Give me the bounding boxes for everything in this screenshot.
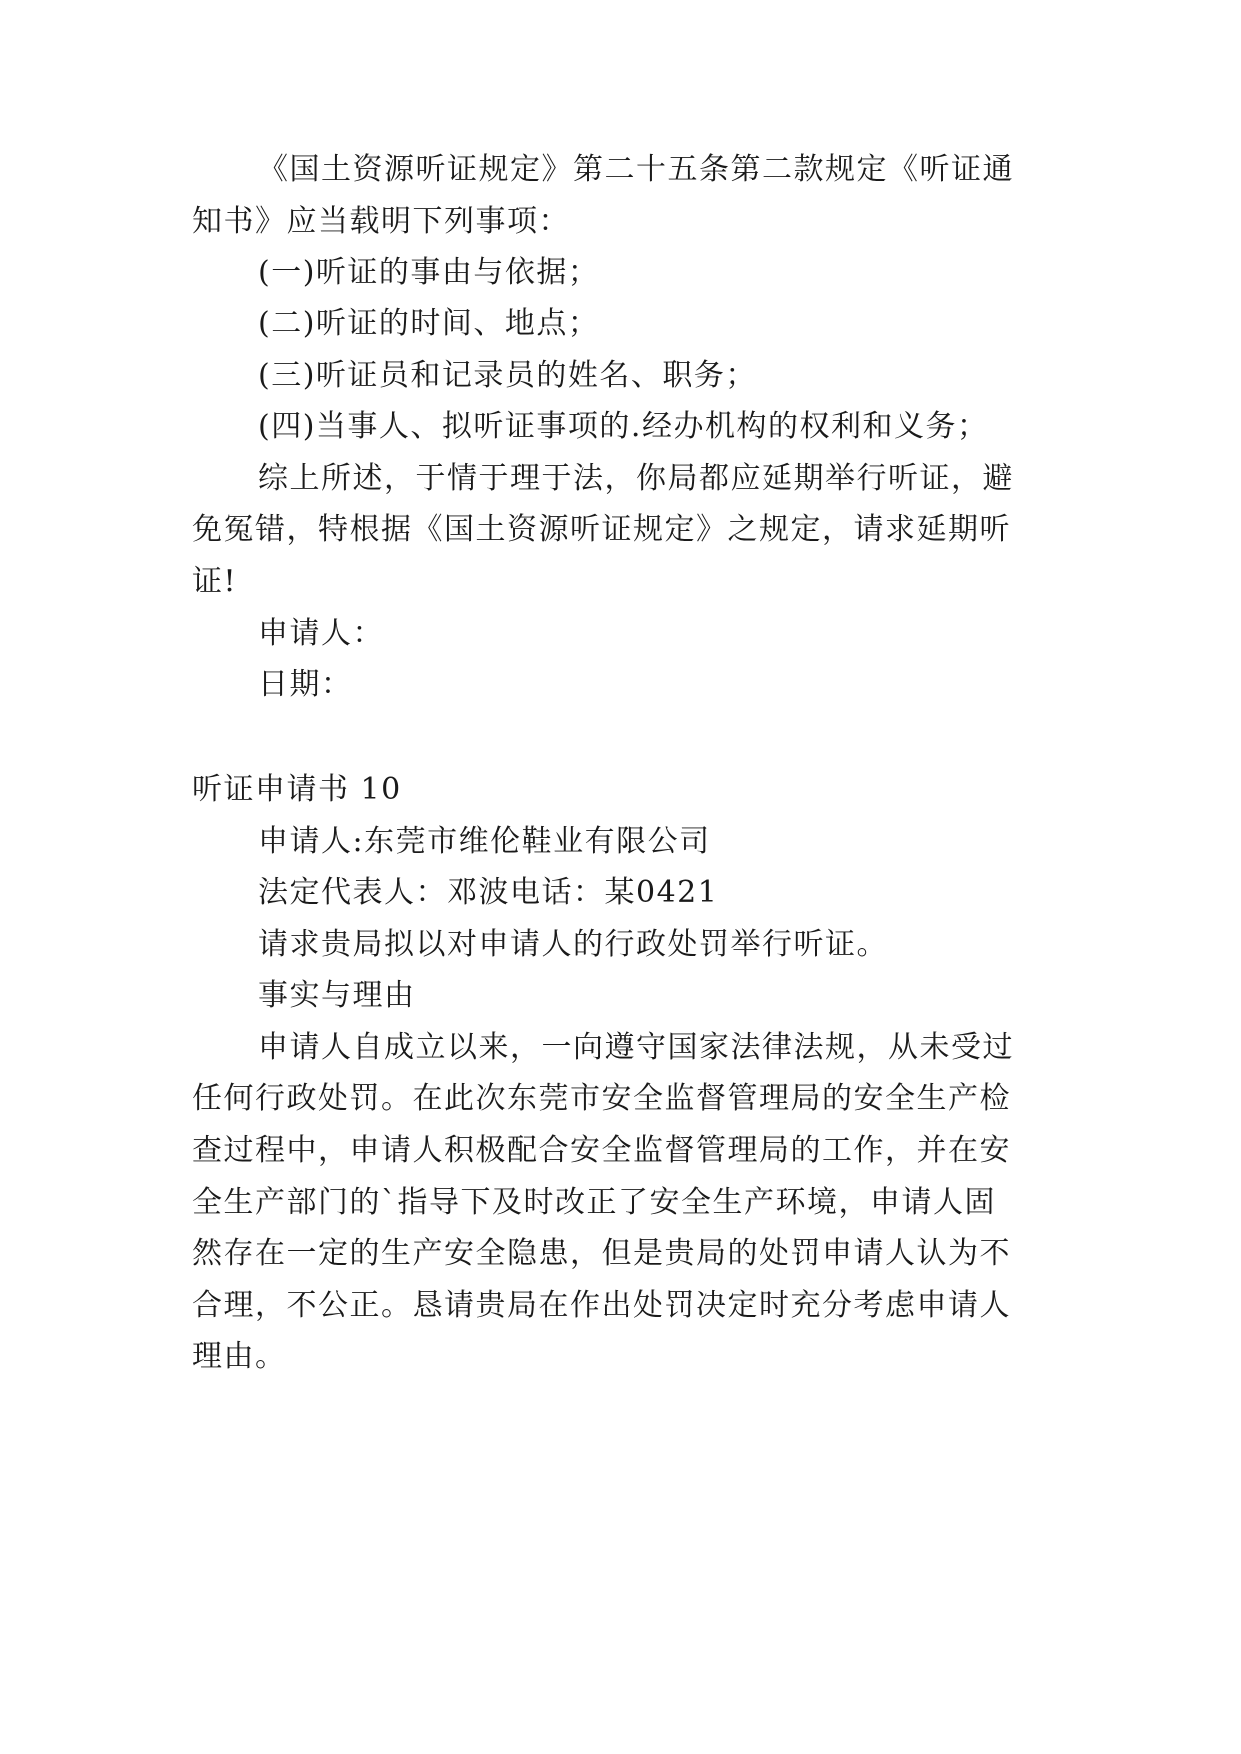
applicant-name: 申请人:东莞市维伦鞋业有限公司	[258, 824, 711, 859]
legal-representative: 法定代表人：邓波电话：某0421	[258, 875, 719, 910]
body-line2: 任何行政处罚。在此次东莞市安全监督管理局的安全生产检	[192, 1081, 1011, 1116]
body-line5: 然存在一定的生产安全隐患，但是贵局的处罚申请人认为不	[192, 1236, 1011, 1271]
conclusion-line2: 免冤错，特根据《国土资源听证规定》之规定，请求延期听	[192, 512, 1011, 547]
body-line3: 查过程中，申请人积极配合安全监督管理局的工作，并在安	[192, 1133, 1011, 1168]
section-title: 听证申请书 10	[192, 772, 402, 807]
list-item-4: (四)当事人、拟听证事项的.经办机构的权利和义务；	[258, 409, 989, 444]
body-line4: 全生产部门的`指导下及时改正了安全生产环境，申请人固	[192, 1185, 996, 1220]
body-line7: 理由。	[192, 1339, 287, 1374]
facts-heading: 事实与理由	[258, 978, 416, 1013]
para1-line2: 知书》应当载明下列事项：	[192, 204, 570, 239]
hearing-request: 请求贵局拟以对申请人的行政处罚举行听证。	[258, 927, 888, 962]
list-item-3: (三)听证员和记录员的姓名、职务；	[258, 358, 757, 393]
para1-line1: 《国土资源听证规定》第二十五条第二款规定《听证通	[258, 152, 1014, 187]
body-line1: 申请人自成立以来，一向遵守国家法律法规，从未受过	[258, 1030, 1014, 1065]
list-item-1: (一)听证的事由与依据；	[258, 255, 600, 290]
conclusion-line3: 证!	[192, 564, 238, 599]
date-label: 日期：	[258, 667, 353, 702]
list-item-2: (二)听证的时间、地点；	[258, 306, 600, 341]
conclusion-line1: 综上所述，于情于理于法，你局都应延期举行听证，避	[258, 461, 1014, 496]
applicant-label: 申请人：	[258, 616, 384, 651]
body-line6: 合理，不公正。恳请贵局在作出处罚决定时充分考虑申请人	[192, 1288, 1011, 1323]
